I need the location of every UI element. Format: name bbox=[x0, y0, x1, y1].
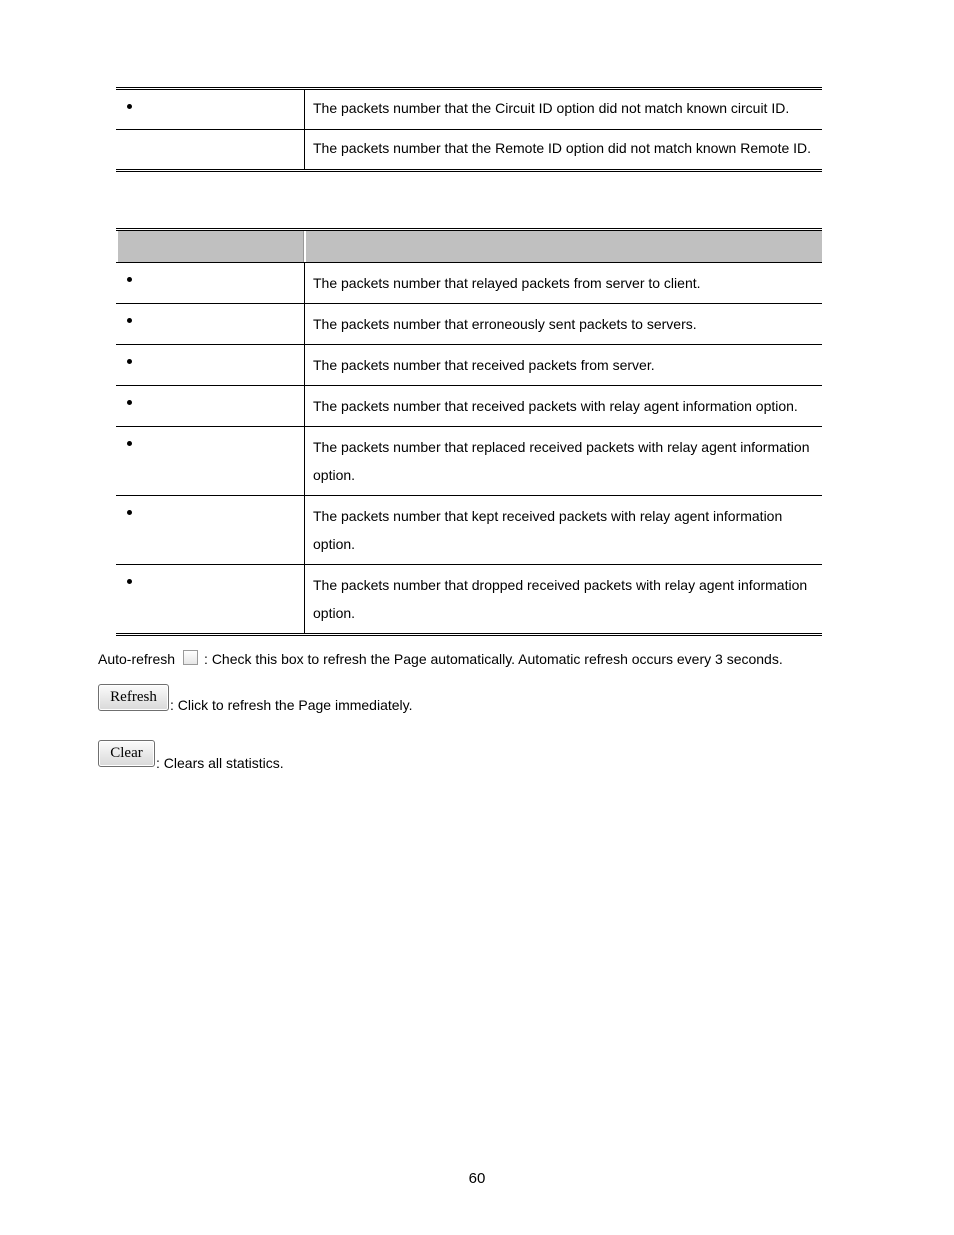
page-number: 60 bbox=[468, 1170, 486, 1187]
table-row bbox=[116, 304, 822, 345]
description-cell: The packets number that erroneously sent packets to servers. bbox=[313, 316, 697, 332]
bullet-icon bbox=[127, 359, 132, 364]
table-row bbox=[116, 263, 822, 304]
statistics-table-2 bbox=[116, 228, 822, 636]
header-description bbox=[304, 231, 822, 262]
auto-refresh-description bbox=[98, 650, 783, 667]
description-cell: The packets number that kept received packets with relay agent information option. bbox=[313, 508, 783, 552]
object-cell bbox=[116, 304, 305, 344]
table-row bbox=[116, 427, 822, 496]
table-row bbox=[116, 565, 822, 633]
description-cell: The packets number that dropped received packets with relay agent information option. bbox=[313, 577, 808, 621]
object-cell bbox=[116, 90, 305, 129]
refresh-description: : Click to refresh the Page immediately. bbox=[170, 697, 413, 713]
object-cell bbox=[116, 386, 305, 426]
description-cell: The packets number that received packets with relay agent information option. bbox=[313, 398, 798, 414]
description-cell: The packets number that relayed packets from server to client. bbox=[313, 275, 701, 291]
bullet-icon bbox=[127, 579, 132, 584]
header-object bbox=[116, 231, 304, 262]
object-cell bbox=[116, 565, 305, 633]
bullet-icon bbox=[127, 277, 132, 282]
auto-refresh-text: : Check this box to refresh the Page automatically. Automatic refresh occurs every 3 seconds. bbox=[204, 651, 783, 667]
description-cell: The packets number that the Circuit ID option did not match known circuit ID. bbox=[313, 100, 790, 116]
description-cell: The packets number that received packets from server. bbox=[313, 357, 655, 373]
description-cell: The packets number that replaced received packets with relay agent information option. bbox=[313, 439, 810, 483]
refresh-button[interactable]: Refresh bbox=[98, 684, 169, 711]
table-row bbox=[116, 130, 822, 169]
auto-refresh-checkbox[interactable] bbox=[183, 650, 198, 665]
object-cell bbox=[116, 496, 305, 564]
table-row bbox=[116, 90, 822, 130]
clear-description: : Clears all statistics. bbox=[156, 755, 284, 771]
auto-refresh-label: Auto-refresh bbox=[98, 651, 176, 667]
object-cell bbox=[116, 427, 305, 495]
clear-button[interactable]: Clear bbox=[98, 740, 155, 767]
table-header bbox=[116, 231, 822, 263]
bullet-icon bbox=[127, 400, 132, 405]
bullet-icon bbox=[127, 104, 132, 109]
table-row bbox=[116, 496, 822, 565]
bullet-icon bbox=[127, 510, 132, 515]
bullet-icon bbox=[127, 318, 132, 323]
table-row bbox=[116, 345, 822, 386]
table-row bbox=[116, 386, 822, 427]
object-cell bbox=[116, 263, 305, 303]
description-cell: The packets number that the Remote ID option did not match known Remote ID. bbox=[313, 140, 812, 156]
bullet-icon bbox=[127, 441, 132, 446]
object-cell bbox=[116, 130, 305, 169]
statistics-table-1 bbox=[116, 87, 822, 172]
object-cell bbox=[116, 345, 305, 385]
